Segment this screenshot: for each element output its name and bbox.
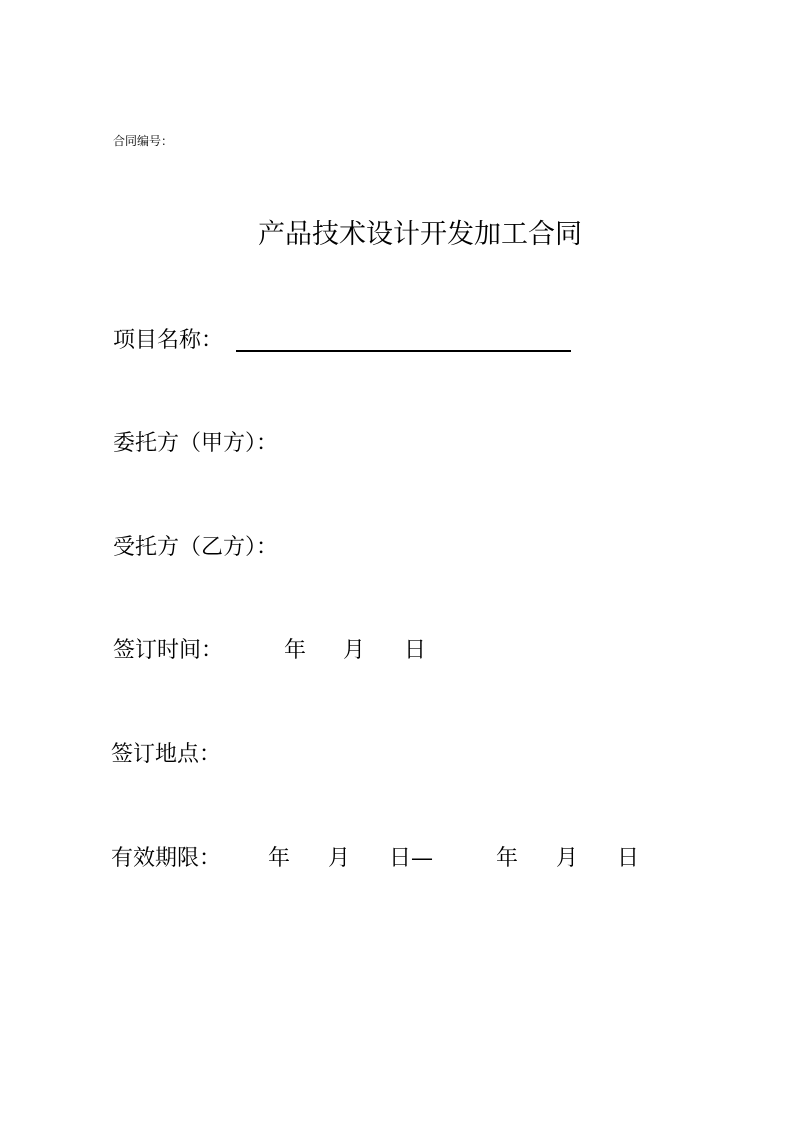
sign-place-label: 签订地点： [111, 742, 222, 767]
project-name-blank-line [236, 350, 571, 352]
validity-label: 有效期限： [111, 846, 222, 871]
validity-start-month-unit: 月 [328, 846, 351, 871]
contract-number-label: 合同编号： [113, 134, 174, 148]
party-b-field [113, 533, 278, 563]
validity-end-year-unit: 年 [496, 846, 519, 871]
party-b-label: 受托方（乙方）： [113, 535, 279, 560]
party-a-field [113, 429, 278, 459]
project-name-field [113, 326, 223, 356]
validity-field [111, 844, 221, 874]
document-title: 产品技术设计开发加工合同 [258, 219, 582, 250]
validity-start-day-unit: 日— [389, 846, 434, 871]
project-name-label: 项目名称： [113, 328, 224, 353]
party-a-label: 委托方（甲方）： [113, 431, 279, 456]
sign-date-month-unit: 月 [343, 638, 366, 663]
sign-place-field [111, 740, 221, 770]
validity-end-day-unit: 日 [617, 846, 640, 871]
sign-date-label: 签订时间： [113, 638, 224, 663]
sign-date-day-unit: 日 [404, 638, 427, 663]
validity-end-month-unit: 月 [556, 846, 579, 871]
sign-date-year-unit: 年 [284, 638, 307, 663]
validity-start-year-unit: 年 [268, 846, 291, 871]
sign-date-field [113, 636, 223, 666]
